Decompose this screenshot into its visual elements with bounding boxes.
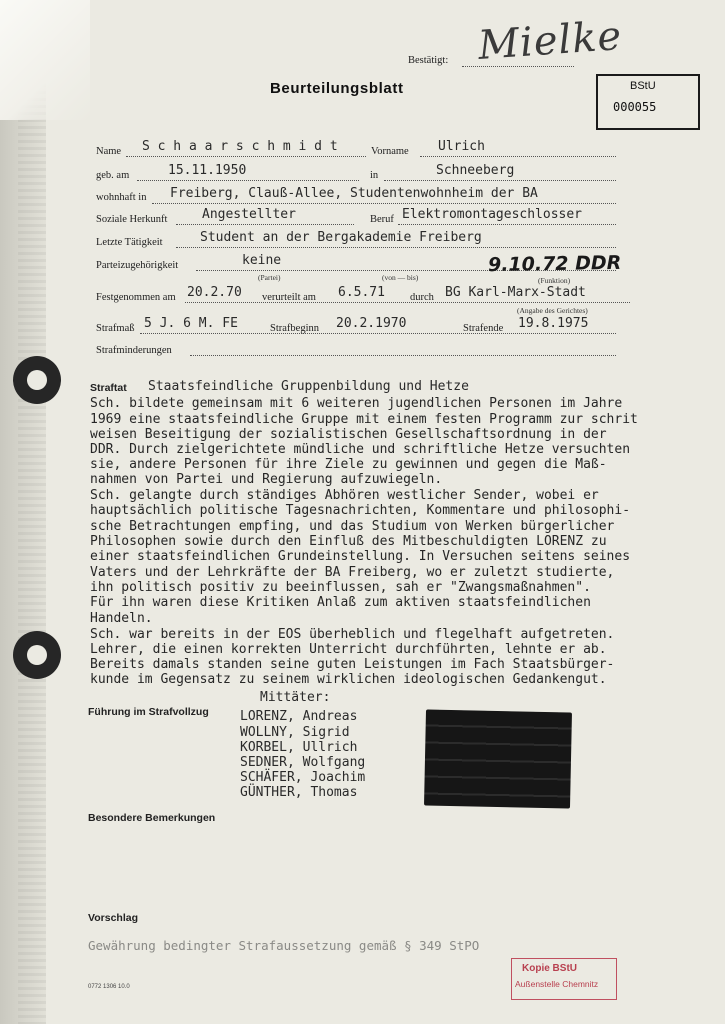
straftat-line: sche Betrachtungen empfing, und das Studium von Werken bürgerlicher [90,519,615,534]
verurteilt-value: 6.5.71 [338,285,385,300]
straftat-line: weisen Beseitigung der sozialistischen Gesellschaftsordnung in der [90,427,607,442]
vorschlag-value: Gewährung bedingter Strafaussetzung gemäß § 349 StPO [88,938,480,953]
vonbis-note: (von — bis) [382,273,419,282]
stamp-line1: Kopie BStU [522,963,577,974]
straftat-line: Philosophen sowie durch den Einfluß des Mitbeschuldigten LORENZ zu [90,534,607,549]
strafminderungen-line [190,355,616,356]
taetigkeit-label: Letzte Tätigkeit [96,237,163,248]
beruf-label: Beruf [370,214,394,225]
signature: Mielke [476,13,624,69]
wohnhaft-label: wohnhaft in [96,192,147,203]
bemerkungen-label: Besondere Bemerkungen [88,812,216,824]
beruf-line [398,224,616,225]
beruf-value: Elektromontageschlosser [402,207,583,222]
straftat-line: kunde im Gegensatz zu seinem wirklichen ideologischen Gedankengut. [90,672,607,687]
in-line [384,180,616,181]
mittaeter-item: KORBEL, Ullrich [240,740,358,755]
name-line [126,156,366,157]
festgenommen-line [185,302,630,303]
geb-line [137,180,359,181]
gericht-note: (Angabe des Gerichtes) [517,306,588,315]
wohnhaft-value: Freiberg, Clauß-Allee, Studentenwohnheim der BA [170,186,538,201]
partei-label: Parteizugehörigkeit [96,260,179,271]
mittaeter-item: SCHÄFER, Joachim [240,770,366,785]
straftat-line: nahmen von Partei und Regierung aufzuwiegeln. [90,472,443,487]
taetigkeit-line [176,247,616,248]
strafminderungen-label: Strafminderungen [96,345,172,356]
mittaeter-item: LORENZ, Andreas [240,709,358,724]
mittaeter-heading: Mittäter: [260,690,331,705]
folded-corner [0,0,90,120]
geb-value: 15.11.1950 [168,163,247,178]
straftat-label: Straftat [90,382,127,394]
strafvollzug-label: Führung im Strafvollzug [88,706,209,718]
archive-label: BStU [630,80,656,92]
straftat-line: Handeln. [90,611,153,626]
in-value: Schneeberg [436,163,515,178]
vorname-label: Vorname [371,146,409,157]
strafende-value: 19.8.1975 [518,316,589,331]
funktion-note: (Funktion) [538,276,571,285]
straftat-line: 1969 eine staatsfeindliche Gruppe mit einem festen Programm zur schrit [90,412,638,427]
funktion-value-handwritten: 9.10.72 DDR [487,251,622,277]
copy-shadow [18,0,46,1024]
mittaeter-item: WOLLNY, Sigrid [240,725,350,740]
vorname-line [420,156,616,157]
herkunft-line [176,224,354,225]
strafmass-label: Strafmaß [96,323,135,334]
page-title: Beurteilungsblatt [270,80,404,97]
straftat-line: hauptsächlich politische Tagesnachrichten, Kommentare und philosophi- [90,503,631,518]
festgenommen-label: Festgenommen am [96,292,176,303]
verurteilt-label: verurteilt am [262,292,316,303]
stamp-line2: Außenstelle Chemnitz [515,979,599,989]
straftat-line: einer staatsfeindlichen Grundeinstellung. In Versuchen seitens seines [90,549,631,564]
straftat-line: Bereits damals standen seine guten Leistungen im Fach Staatsbürger- [90,657,615,672]
name-label: Name [96,146,122,157]
archive-number: 000055 [613,100,657,114]
vorschlag-label: Vorschlag [88,912,138,924]
straftat-line: Für ihn waren diese Kritiken Anlaß zum aktiven staatsfeindlichen [90,595,591,610]
mittaeter-item: SEDNER, Wolfgang [240,755,366,770]
straftat-line: ihn politisch positiv zu beeinflussen, sah er "Zwangsmaßnahmen". [90,580,591,595]
durch-value: BG Karl-Marx-Stadt [445,285,586,300]
wohnhaft-line [152,203,616,204]
partei-value: keine [242,253,282,268]
straftat-heading: Staatsfeindliche Gruppenbildung und Hetze [148,379,469,394]
punch-hole-lower [13,631,61,679]
name-value: S c h a a r s c h m i d t [142,139,338,154]
herkunft-value: Angestellter [202,207,296,222]
durch-label: durch [410,292,434,303]
straftat-line: Vaters und der Lehrkräfte der BA Freiberg, wo er zuletzt studierte, [90,565,615,580]
partei-note: (Partei) [258,273,281,282]
punch-hole-upper [13,356,61,404]
form-code: 0772 1306 10.0 [88,984,130,990]
in-label: in [370,170,379,181]
herkunft-label: Soziale Herkunft [96,214,168,225]
strafbeginn-value: 20.2.1970 [336,316,407,331]
straftat-line: Lehrer, die einen korrekten Unterricht durchführten, lehnte er ab. [90,642,607,657]
geb-label: geb. am [96,170,130,181]
strafbeginn-label: Strafbeginn [270,323,319,334]
vorname-value: Ulrich [438,139,485,154]
bestaetigt-label: Bestätigt: [408,55,449,66]
redaction-block [424,709,572,808]
straftat-line: Sch. gelangte durch ständiges Abhören westlicher Sender, wobei er [90,488,599,503]
strafende-label: Strafende [463,323,504,334]
straftat-line: sie, andere Personen für ihre Ziele zu gewinnen und gegen die Maß- [90,457,607,472]
festgenommen-value: 20.2.70 [187,285,242,300]
straftat-line: DDR. Durch zielgerichtete mündliche und schriftliche Hetze versuchten [90,442,631,457]
straftat-line: Sch. war bereits in der EOS überheblich und flegelhaft aufgetreten. [90,627,615,642]
mittaeter-item: GÜNTHER, Thomas [240,785,358,800]
straftat-line: Sch. bildete gemeinsam mit 6 weiteren jugendlichen Personen im Jahre [90,396,623,411]
strafmass-value: 5 J. 6 M. FE [144,316,238,331]
strafmass-line [140,333,616,334]
taetigkeit-value: Student an der Bergakademie Freiberg [200,230,482,245]
